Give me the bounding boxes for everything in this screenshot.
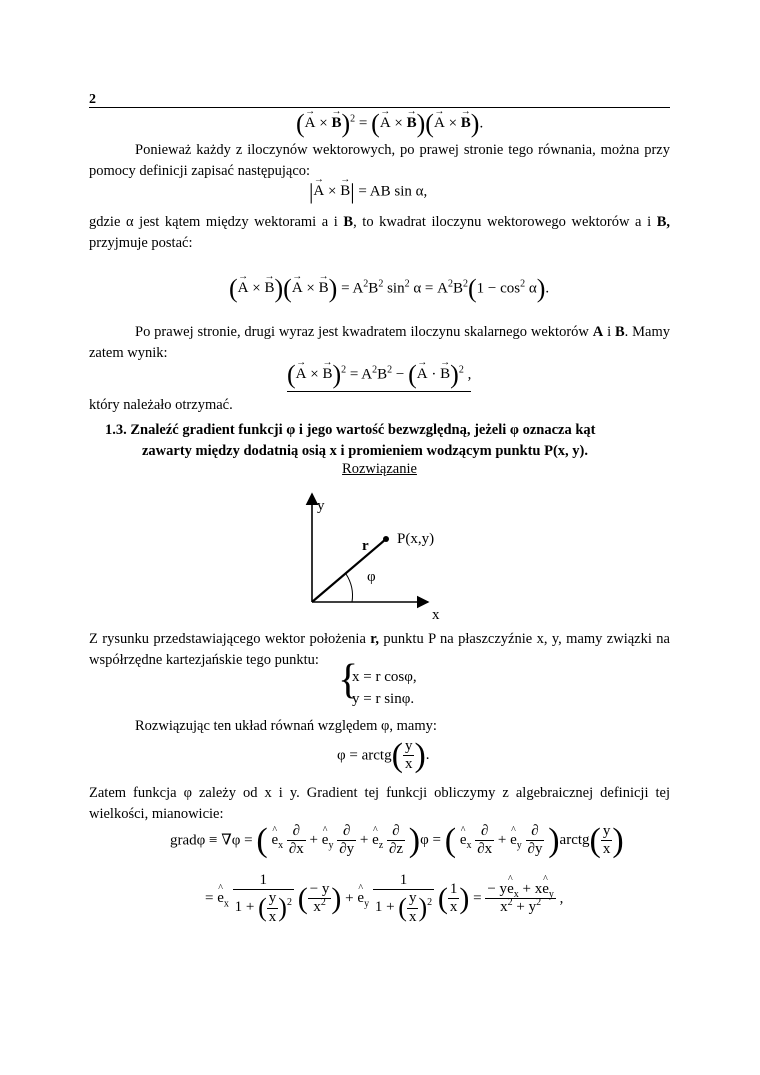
position-vector-figure <box>290 488 450 623</box>
equation-phi: φ = arctg( $\frac{y}{x}$ ). <box>337 736 430 774</box>
paragraph-3 <box>89 322 670 364</box>
para2-text-b: B <box>343 214 354 230</box>
para3-text-a: Po prawej stronie, drugi wyraz jest kwadratem iloczynu skalarnego wektorów <box>135 324 593 340</box>
system-line-2: y = r sinφ. <box>352 691 415 707</box>
problem-line-2: zawarty między dodatnią osią x i promieniem wodzącym punktu P(x, y). <box>142 443 589 459</box>
problem-line-1: Znaleźć gradient funkcji φ i jego wartość bezwzględną, jeżeli φ oznacza kąt <box>130 422 596 438</box>
para5-text-b: r, <box>370 631 380 647</box>
equation-cross-magnitude: |→ A × → B| = AB sin α, <box>309 181 427 203</box>
page-number: 2 <box>89 92 96 107</box>
eq-ab-sin: = AB sin α, <box>358 183 428 200</box>
problem-number: 1.3. <box>105 422 127 438</box>
solution-title: Rozwiązanie <box>342 461 417 477</box>
para3-text-e: . Mamy zatem wynik: <box>89 324 670 361</box>
x-axis-label: x <box>432 607 440 623</box>
point-label: P(x,y) <box>397 531 435 547</box>
paragraph-6: Rozwiązując ten układ równań względem φ, mamy: <box>135 718 437 734</box>
paragraph-7: Zatem funkcja φ zależy od x i y. Gradient tej funkcji obliczymy z algebraicznej definicji tej wielkości, mianowicie: <box>89 785 670 822</box>
eq-grad-lhs: gradφ ≡ ∇φ = <box>170 832 253 849</box>
angle-label: φ <box>367 569 376 585</box>
para3-text-d: B <box>614 324 625 340</box>
point-p <box>383 536 389 542</box>
eq-phi-den: x <box>404 756 413 773</box>
paragraph-2 <box>89 212 670 254</box>
equation-cross-square: (→ A × → B)$^2$ = (→ A × → B)(→ A × → B). <box>296 111 483 137</box>
para2-text-a: gdzie α jest kątem między wektorami a i <box>89 214 344 230</box>
para3-text-c: i <box>603 324 615 340</box>
para2-text-d: B, <box>656 214 670 230</box>
paragraph-5 <box>89 629 670 671</box>
paragraph-1: Ponieważ każdy z iloczynów wektorowych, po prawej stronie tego równania, można przy pomocy definicji zapisać następująco: <box>89 142 670 179</box>
paragraph-4: który należało otrzymać. <box>89 397 233 413</box>
para5-text-a: Z rysunku przedstawiającego wektor położenia <box>89 631 371 647</box>
system-brace: { <box>338 657 359 703</box>
r-label: r <box>362 538 369 554</box>
equation-result: (→ A × → $B)^2 = A^2B^2$ − (→ A · → B)$^2$ , <box>287 362 471 392</box>
equation-gradient-1: gradφ ≡ ∇φ = ( ^ $e_x$ $\frac{\partial}{\partial x}$ + ^ $e_y$ $\frac{\partial}{\partial y}$ + ^ $e_z$ $\frac{\partial}{\partial z}$ )φ = ( ^ $e_x$ $\frac{\partial}{\partial x}$ + ^ $e_y$ $\frac{\partial}{\partial y}$ )arctg( $\frac{y}{x}$ ) <box>170 823 624 859</box>
eq-arctg: arctg <box>559 832 590 849</box>
para5-text-c: punktu P na płaszczyźnie x, y, mamy związki na współrzędne kartezjańskie tego punktu: <box>89 631 670 668</box>
y-axis-label: y <box>317 498 325 514</box>
equation-cross-expanded: (→ A × → B)(→ A × → $B) = A^2B^2$ $\sin^2 \alpha = A^2B^2(1 - \cos^2 \alpha)$. <box>229 276 549 302</box>
para3-text-b: A <box>592 324 604 340</box>
equation-gradient-2: = ^ $e_x$ 1 1 + ( $\frac{y}{x}$ )$^2$ ( $\frac{- y}{x^2}$ ) + ^ $e_y$ 1 1 + ( $\frac{y}{x}$ )$^2$ ( $\frac{1}{x}$ ) = $\frac{- y\^{} e_x + x\^{} e_y}{x^2 + y^2}$ , <box>205 872 563 926</box>
para2-text-e: przyjmuje postać: <box>89 235 193 251</box>
angle-arc <box>346 574 352 602</box>
para2-text-c: , to kwadrat iloczynu wektorowego wektorów a i <box>353 214 657 230</box>
system-line-1: x = r cosφ, <box>352 669 417 685</box>
eq-phi-lhs: φ = arctg <box>337 747 392 764</box>
problem-heading <box>105 420 670 462</box>
eq-phi-num: y <box>403 738 415 756</box>
